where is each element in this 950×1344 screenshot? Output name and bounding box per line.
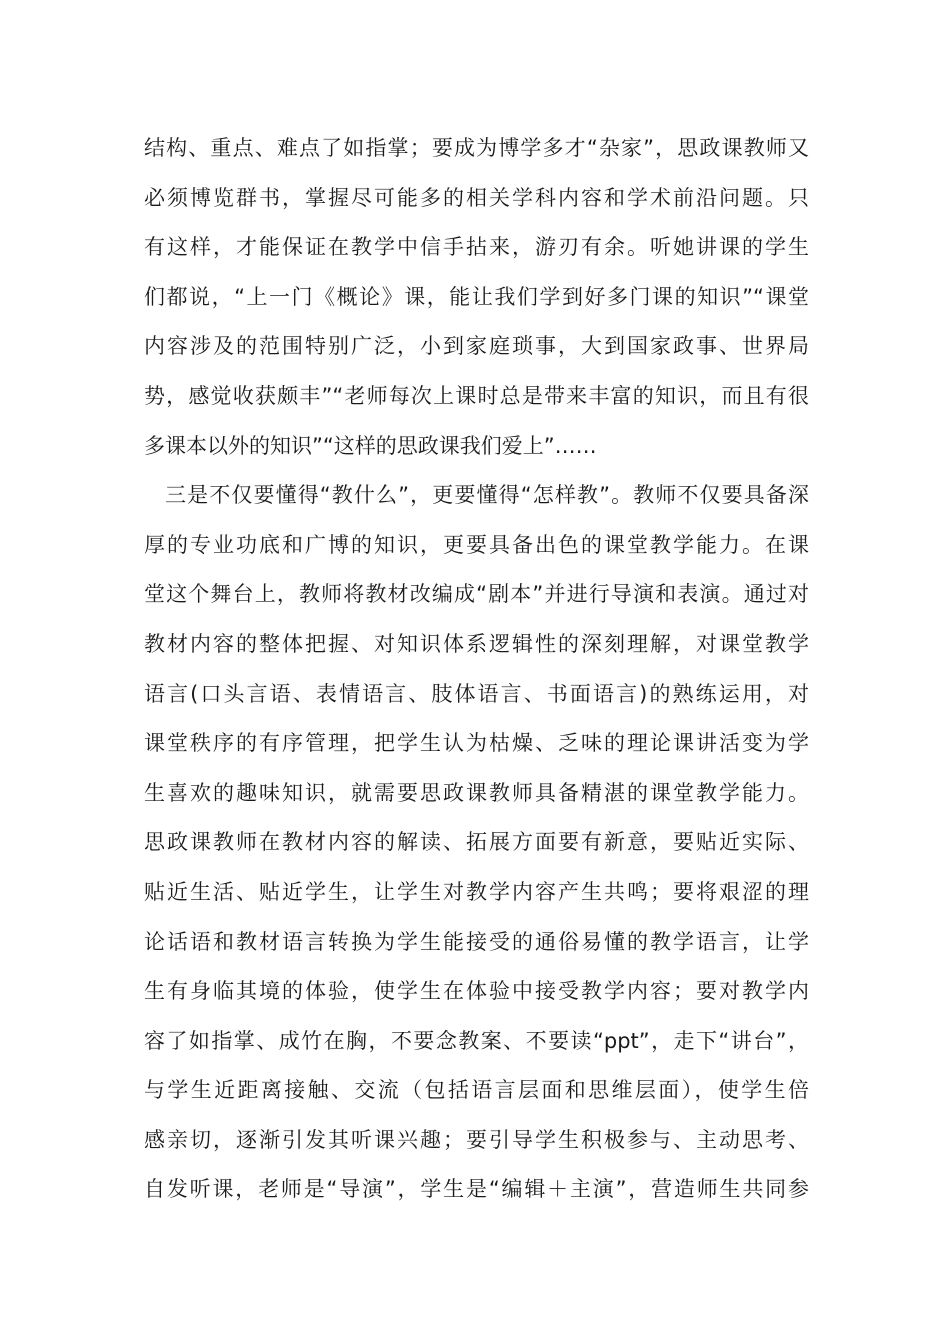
text-line-3: 有这样，才能保证在教学中信手拈来，游刃有余。听她讲课的学生 <box>144 235 809 260</box>
text-line-4: 们都说，“上一门《概论》课，能让我们学到好多门课的知识”“课堂 <box>144 284 809 309</box>
document-body <box>144 124 809 1215</box>
text-line-22: 自发听课，老师是“导演”，学生是“编辑＋主演”，营造师生共同参 <box>144 1177 809 1202</box>
text-line-6: 势，感觉收获颇丰”“老师每次上课时总是带来丰富的知识，而且有很 <box>144 383 809 408</box>
text-line-7: 多课本以外的知识”“这样的思政课我们爱上”…… <box>144 433 597 458</box>
text-line-11: 教材内容的整体把握、对知识体系逻辑性的深刻理解，对课堂教学 <box>144 631 809 656</box>
text-line-14: 生喜欢的趣味知识，就需要思政课教师具备精湛的课堂教学能力。 <box>144 780 809 805</box>
text-line-20: 与学生近距离接触、交流（包括语言层面和思维层面），使学生倍 <box>144 1078 809 1103</box>
text-line-13: 课堂秩序的有序管理，把学生认为枯燥、乏味的理论课讲活变为学 <box>144 731 809 756</box>
text-line-18: 生有身临其境的体验，使学生在体验中接受教学内容；要对教学内 <box>144 979 809 1004</box>
text-line-16: 贴近生活、贴近学生，让学生对教学内容产生共鸣；要将艰涩的理 <box>144 879 809 904</box>
text-line-9: 厚的专业功底和广博的知识，更要具备出色的课堂教学能力。在课 <box>144 532 809 557</box>
text-line-10: 堂这个舞台上，教师将教材改编成“剧本”并进行导演和表演。通过对 <box>144 582 809 607</box>
text-line-2: 必须博览群书，掌握尽可能多的相关学科内容和学术前沿问题。只 <box>144 185 809 210</box>
text-line-21: 感亲切，逐渐引发其听课兴趣；要引导学生积极参与、主动思考、 <box>144 1127 809 1152</box>
text-line-15: 思政课教师在教材内容的解读、拓展方面要有新意，要贴近实际、 <box>144 830 809 855</box>
text-line-8: 三是不仅要懂得“教什么”，更要懂得“怎样教”。教师不仅要具备深 <box>165 483 809 508</box>
text-line-5: 内容涉及的范围特别广泛，小到家庭琐事，大到国家政事、世界局 <box>144 334 809 359</box>
text-line-1: 结构、重点、难点了如指掌；要成为博学多才“杂家”，思政课教师又 <box>144 136 809 160</box>
text-line-17: 论话语和教材语言转换为学生能接受的通俗易懂的教学语言，让学 <box>144 929 809 954</box>
text-line-19: 容了如指掌、成竹在胸，不要念教案、不要读“ppt”，走下“讲台”， <box>144 1028 809 1053</box>
text-line-12: 语言(口头言语、表情语言、肢体语言、书面语言)的熟练运用，对 <box>144 681 809 706</box>
